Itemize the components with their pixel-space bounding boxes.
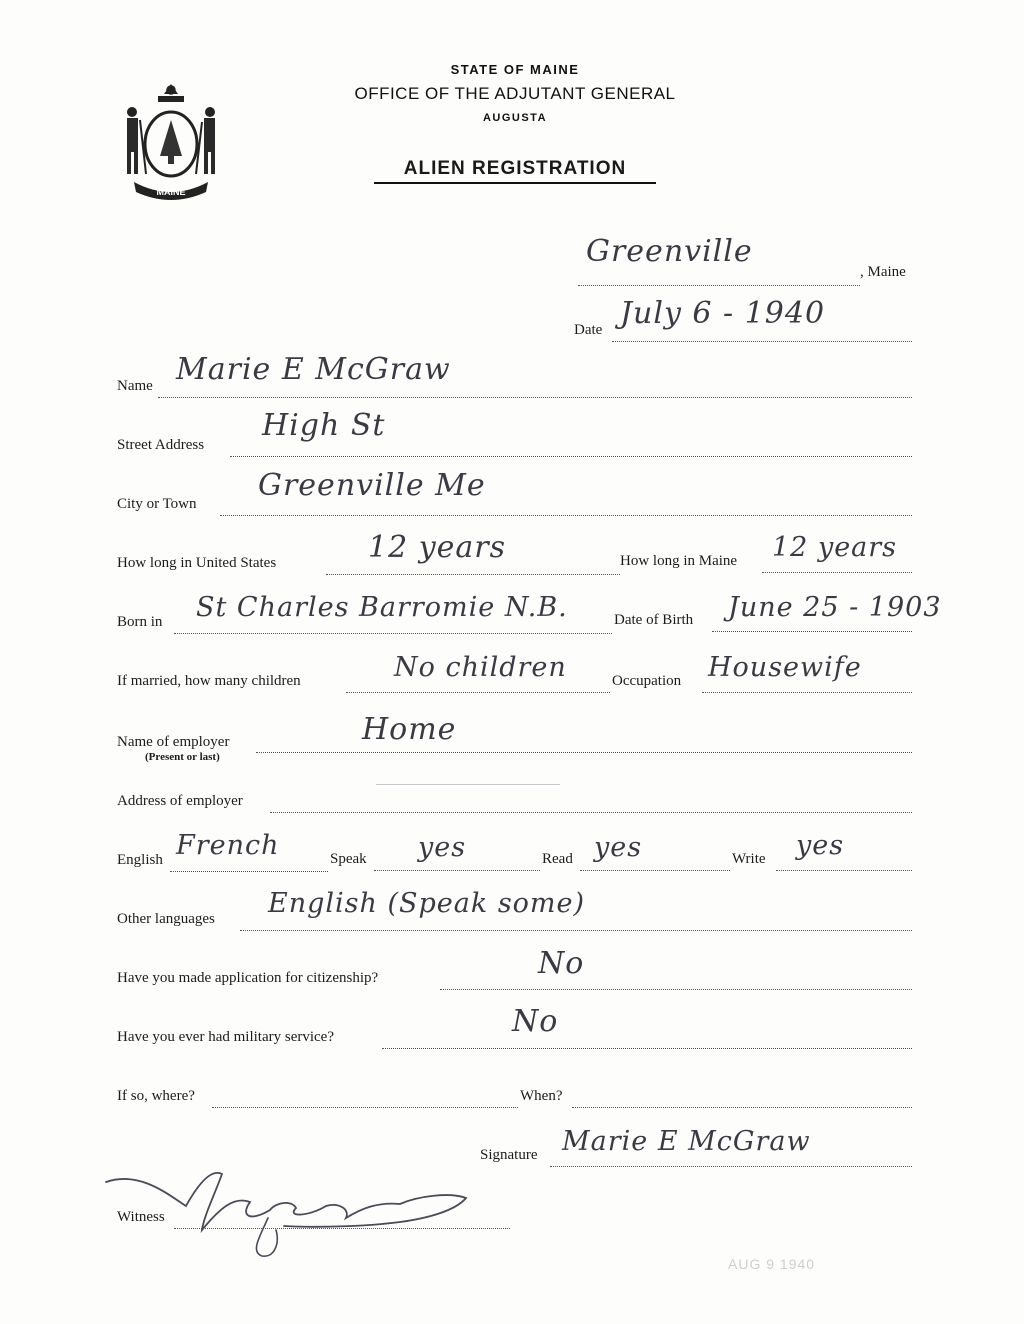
- name-value: Marie E McGraw: [176, 352, 451, 387]
- date-of-birth-line: [712, 631, 912, 632]
- born-in-line: [174, 633, 612, 634]
- read-value: yes: [594, 832, 643, 863]
- other-languages-value: English (Speak some): [268, 888, 586, 919]
- city-value: Greenville Me: [258, 468, 486, 503]
- witness-label: Witness: [117, 1209, 165, 1225]
- street-line: [230, 456, 912, 457]
- speak-label: Speak: [330, 851, 367, 867]
- how-long-maine-label: How long in Maine: [620, 553, 738, 569]
- other-languages-label: Other languages: [117, 911, 215, 927]
- employer-address-label: Address of employer: [117, 793, 243, 809]
- when-label: When?: [520, 1088, 563, 1104]
- when-line: [572, 1107, 912, 1108]
- how-long-maine-value: 12 years: [772, 532, 898, 563]
- english-value: French: [176, 830, 280, 861]
- military-line: [382, 1048, 912, 1049]
- if-so-where-label: If so, where?: [117, 1088, 195, 1104]
- write-label: Write: [732, 851, 766, 867]
- city-label: City or Town: [117, 496, 197, 512]
- if-so-where-line: [212, 1107, 518, 1108]
- city-line: [220, 515, 912, 516]
- write-value: yes: [796, 830, 845, 861]
- speak-value: yes: [418, 832, 467, 863]
- signature-line: [550, 1166, 912, 1167]
- date-of-birth-value: June 25 - 1903: [728, 592, 942, 623]
- header-state: STATE OF MAINE: [450, 62, 580, 77]
- form-title: ALIEN REGISTRATION: [374, 158, 656, 184]
- employer-line: [256, 752, 912, 753]
- occupation-line: [702, 692, 912, 693]
- date-of-birth-label: Date of Birth: [614, 612, 694, 628]
- signature-label: Signature: [480, 1147, 538, 1163]
- signature-value: Marie E McGraw: [562, 1126, 811, 1157]
- header-office: OFFICE OF THE ADJUTANT GENERAL: [354, 84, 676, 103]
- maine-state-seal-icon: [116, 82, 226, 200]
- write-line: [776, 870, 912, 871]
- read-line: [580, 870, 730, 871]
- employer-label: Name of employer: [117, 734, 230, 750]
- citizenship-label: Have you made application for citizenship?: [117, 970, 379, 986]
- how-long-us-label: How long in United States: [117, 555, 277, 571]
- born-in-label: Born in: [117, 614, 163, 630]
- employer-note: (Present or last): [145, 751, 220, 763]
- maine-label: , Maine: [860, 264, 906, 280]
- witness-signature-icon: [100, 1156, 480, 1260]
- date-label: Date: [574, 322, 603, 338]
- town-value: Greenville: [586, 234, 753, 269]
- employer-address-pencil-mark: [376, 784, 560, 785]
- how-long-us-value: 12 years: [368, 530, 507, 565]
- how-long-us-line: [326, 574, 620, 575]
- employer-value: Home: [362, 712, 457, 747]
- name-label: Name: [117, 378, 153, 394]
- children-line: [346, 692, 610, 693]
- name-line: [158, 397, 912, 398]
- children-value: No children: [394, 652, 567, 683]
- citizenship-line: [440, 989, 912, 990]
- date-value: July 6 - 1940: [620, 296, 826, 331]
- citizenship-value: No: [538, 946, 585, 981]
- other-languages-line: [240, 930, 912, 931]
- speak-line: [374, 870, 540, 871]
- svg-text:MAINE: MAINE: [156, 187, 186, 197]
- occupation-label: Occupation: [612, 673, 682, 689]
- english-label: English: [117, 852, 163, 868]
- employer-address-line: [270, 812, 912, 813]
- street-value: High St: [262, 408, 386, 443]
- street-label: Street Address: [117, 437, 205, 453]
- receipt-stamp: AUG 9 1940: [728, 1256, 816, 1272]
- military-label: Have you ever had military service?: [117, 1029, 334, 1045]
- children-label: If married, how many children: [117, 673, 301, 689]
- occupation-value: Housewife: [708, 652, 862, 683]
- english-line: [170, 871, 328, 872]
- how-long-maine-line: [762, 572, 912, 573]
- born-in-value: St Charles Barromie N.B.: [196, 592, 568, 623]
- town-line: [578, 285, 860, 286]
- date-line: [612, 341, 912, 342]
- military-value: No: [512, 1004, 559, 1039]
- read-label: Read: [542, 851, 573, 867]
- header-city: AUGUSTA: [482, 112, 548, 124]
